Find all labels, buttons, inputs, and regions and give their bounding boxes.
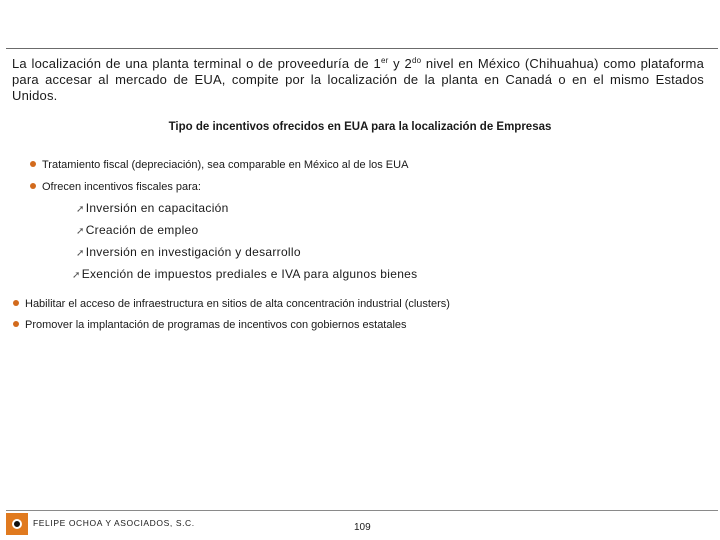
arrow-icon: ➚ <box>76 248 85 259</box>
bullet-text: Tratamiento fiscal (depreciación), sea comparable en México al de los EUA <box>42 159 409 171</box>
bullet-item <box>13 298 450 310</box>
intro-text-after: nivel en México (Chihuahua) como plataforma para accesar al mercado de EUA, compite por la localización de la planta en Canadá o en el mismo Estados Unidos. <box>12 56 704 103</box>
sub-item-text: Inversión en investigación y desarrollo <box>85 245 301 259</box>
intro-sup-first: er <box>380 56 389 65</box>
sub-item-text: Inversión en capacitación <box>85 201 229 215</box>
sub-item-text: Exención de impuestos prediales e IVA para algunos bienes <box>81 267 418 281</box>
sub-item <box>76 201 229 215</box>
arrow-icon: ➚ <box>72 270 81 281</box>
bullet-dot-icon <box>30 183 36 189</box>
bullet-item <box>13 319 407 331</box>
intro-paragraph <box>12 56 704 104</box>
section-heading: Tipo de incentivos ofrecidos en EUA para la localización de Empresas <box>168 121 552 133</box>
bottom-divider <box>6 510 718 511</box>
bullet-dot-icon <box>13 321 19 327</box>
bullet-text: Ofrecen incentivos fiscales para: <box>42 181 201 193</box>
top-divider <box>6 48 718 49</box>
sub-item <box>72 267 417 281</box>
bullet-text: Promover la implantación de programas de incentivos con gobiernos estatales <box>25 319 407 331</box>
sub-item <box>76 223 198 237</box>
bullet-dot-icon <box>30 161 36 167</box>
firm-logo-icon <box>6 513 28 535</box>
arrow-icon: ➚ <box>76 204 85 215</box>
intro-text-mid: y 2 <box>388 56 412 71</box>
bullet-item <box>30 181 201 193</box>
bullet-text: Habilitar el acceso de infraestructura en sitios de alta concentración industrial (clusters) <box>25 298 450 310</box>
bullet-dot-icon <box>13 300 19 306</box>
sub-item-text: Creación de empleo <box>85 223 199 237</box>
intro-text-before: La localización de una planta terminal o de proveeduría de 1 <box>12 56 381 71</box>
page-number: 109 <box>354 522 371 533</box>
bullet-item <box>30 159 408 171</box>
footer-firm-name: FELIPE OCHOA Y ASOCIADOS, S.C. <box>33 518 195 528</box>
arrow-icon: ➚ <box>76 226 85 237</box>
sub-item <box>76 245 301 259</box>
intro-sup-second: do <box>411 56 422 65</box>
